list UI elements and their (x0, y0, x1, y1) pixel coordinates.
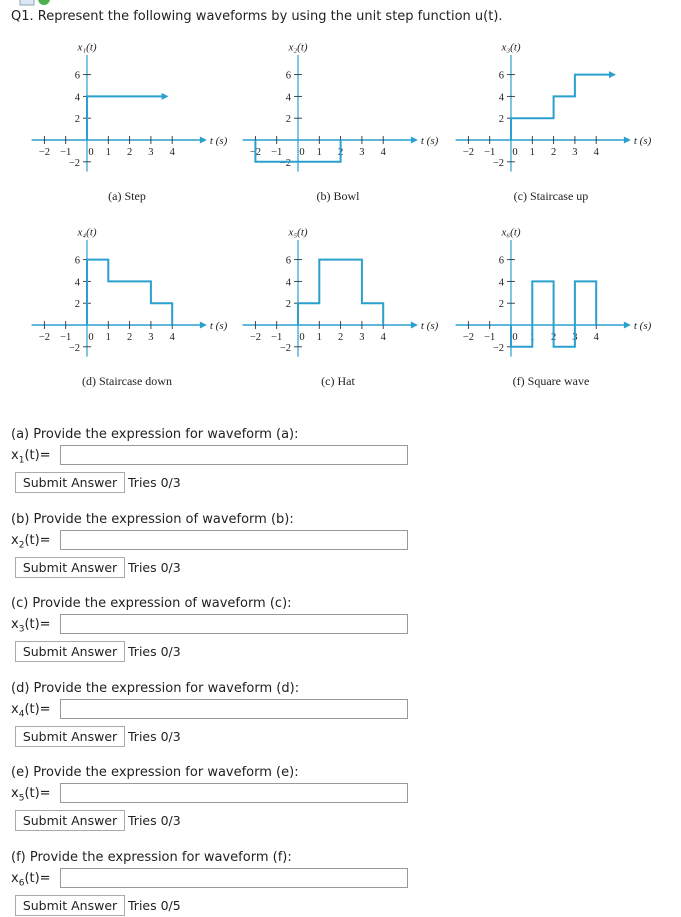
waveform-arrow (162, 93, 169, 100)
x-axis-arrow (624, 137, 631, 144)
answer-input-a[interactable] (60, 445, 408, 465)
tries-d: Tries 0/3 (128, 729, 181, 744)
x-axis-label: t (s) (420, 320, 439, 332)
x-axis-label: t (s) (420, 135, 439, 147)
x-tick-label: −2 (38, 147, 50, 158)
y-tick-label: −2 (492, 342, 504, 354)
y-tick-label: 2 (285, 299, 291, 311)
x-tick-label: 3 (572, 147, 578, 158)
y-tick-label: 4 (498, 277, 504, 289)
waveform-panel (243, 227, 439, 388)
x-axis-arrow (200, 322, 207, 329)
x-tick-label: 0 (88, 147, 94, 158)
y-axis-label: x₅(t) (288, 226, 308, 239)
panel-caption: (d) Staircase down (82, 374, 172, 388)
x-axis-arrow (411, 137, 418, 144)
x-tick-label: 4 (593, 147, 599, 158)
answer-block-c (11, 595, 431, 663)
y-axis-label: x₃(t) (501, 41, 521, 54)
y-axis-label: x₄(t) (77, 226, 97, 239)
x-tick-label: 2 (337, 147, 344, 158)
x-axis-label: t (s) (209, 135, 228, 147)
answer-block-e (11, 764, 431, 832)
y-axis-label: x₁(t) (77, 41, 97, 54)
x-tick-label: −1 (271, 332, 283, 343)
y-tick-label: −2 (492, 157, 504, 169)
y-tick-label: −2 (68, 157, 80, 169)
x-tick-label: 3 (359, 147, 365, 158)
waveform-arrow (609, 71, 616, 78)
prompt-e: (e) Provide the expression for waveform (e): (11, 765, 299, 780)
y-axis-label: x₂(t) (288, 41, 308, 54)
x-tick-label: −1 (484, 332, 496, 343)
answer-input-c[interactable] (60, 614, 408, 634)
prompt-d: (d) Provide the expression for waveform (d): (11, 681, 300, 696)
x-tick-label: 1 (316, 147, 322, 158)
waveform-line (87, 260, 172, 325)
x-tick-label: 2 (550, 147, 557, 158)
x-tick-label: 0 (88, 332, 94, 343)
x-tick-label: 0 (512, 332, 518, 343)
x-tick-label: 1 (316, 332, 322, 343)
y-tick-label: −2 (279, 342, 291, 354)
waveform-line (298, 260, 383, 325)
submit-button-d[interactable]: Submit Answer (15, 726, 125, 747)
waveform-panel (456, 42, 652, 203)
y-tick-label: 2 (498, 114, 504, 126)
y-tick-label: 4 (285, 92, 291, 104)
x-tick-label: 4 (169, 332, 175, 343)
x-tick-label: 0 (512, 147, 518, 158)
question-title: Q1. Represent the following waveforms by using the unit step function u(t). (11, 9, 503, 24)
x-tick-label: 2 (550, 332, 557, 343)
y-tick-label: 4 (285, 277, 291, 289)
x-tick-label: −2 (249, 332, 261, 343)
x-tick-label: 2 (337, 332, 344, 343)
tries-a: Tries 0/3 (128, 475, 181, 490)
tries-e: Tries 0/3 (128, 813, 181, 828)
panel-caption: (a) Step (108, 189, 146, 203)
y-tick-label: 4 (74, 92, 80, 104)
y-tick-label: 6 (74, 70, 80, 82)
x-tick-label: −1 (484, 147, 496, 158)
answer-input-e[interactable] (60, 783, 408, 803)
x-axis-arrow (200, 137, 207, 144)
tries-f: Tries 0/5 (128, 898, 181, 913)
submit-button-f[interactable]: Submit Answer (15, 895, 125, 916)
x-tick-label: −2 (462, 332, 474, 343)
y-tick-label: 6 (285, 255, 291, 267)
label-c: $x_3(t)=$ (11, 617, 51, 635)
waveform-panel (243, 42, 439, 203)
waveform-figure (0, 0, 681, 410)
x-axis-arrow (624, 322, 631, 329)
submit-button-a[interactable]: Submit Answer (15, 472, 125, 493)
y-tick-label: 6 (498, 70, 504, 82)
y-tick-label: −2 (68, 342, 80, 354)
panel-caption: (f) Square wave (512, 374, 590, 388)
waveform-panel (32, 42, 228, 203)
y-tick-label: 2 (498, 299, 504, 311)
prompt-f: (f) Provide the expression for waveform (f): (11, 850, 292, 865)
tries-c: Tries 0/3 (128, 644, 181, 659)
panel-caption: (b) Bowl (316, 189, 360, 203)
x-tick-label: 1 (105, 332, 111, 343)
answer-input-b[interactable] (60, 530, 408, 550)
waveform-line (87, 96, 162, 140)
label-b: $x_2(t)=$ (11, 533, 51, 551)
x-tick-label: −2 (249, 147, 261, 158)
panel-caption: (c) Hat (321, 374, 355, 388)
x-tick-label: 4 (380, 147, 386, 158)
x-axis-label: t (s) (633, 135, 652, 147)
y-tick-label: 6 (74, 255, 80, 267)
label-a: $x_1(t)=$ (11, 448, 51, 466)
x-tick-label: 1 (529, 332, 535, 343)
y-tick-label: 6 (498, 255, 504, 267)
prompt-b: (b) Provide the expression of waveform (b): (11, 512, 294, 527)
label-f: $x_6(t)=$ (11, 871, 51, 889)
y-axis-label: x₆(t) (501, 226, 521, 239)
answer-block-b (11, 511, 431, 579)
x-tick-label: 1 (105, 147, 111, 158)
x-axis-arrow (411, 322, 418, 329)
x-tick-label: 2 (126, 147, 133, 158)
x-tick-label: 3 (148, 332, 154, 343)
label-e: $x_5(t)=$ (11, 786, 51, 804)
prompt-c: (c) Provide the expression of waveform (c): (11, 596, 292, 611)
submit-button-b[interactable]: Submit Answer (15, 557, 125, 578)
tries-b: Tries 0/3 (128, 560, 181, 575)
y-tick-label: 2 (285, 114, 291, 126)
panel-caption: (c) Staircase up (513, 189, 589, 203)
waveform-panel (456, 227, 652, 388)
x-tick-label: 0 (299, 147, 305, 158)
x-tick-label: −2 (462, 147, 474, 158)
waveform-line (511, 281, 596, 346)
waveform-line (511, 75, 609, 140)
answer-input-f[interactable] (60, 868, 408, 888)
y-tick-label: 2 (74, 299, 80, 311)
x-tick-label: 3 (359, 332, 365, 343)
x-tick-label: 0 (299, 332, 305, 343)
x-tick-label: 4 (380, 332, 386, 343)
y-tick-label: 6 (285, 70, 291, 82)
y-tick-label: 4 (498, 92, 504, 104)
answer-block-a (11, 426, 431, 494)
x-tick-label: −1 (271, 147, 283, 158)
submit-button-e[interactable]: Submit Answer (15, 810, 125, 831)
prompt-a: (a) Provide the expression for waveform (a): (11, 427, 299, 442)
label-d: $x_4(t)=$ (11, 702, 51, 720)
submit-button-c[interactable]: Submit Answer (15, 641, 125, 662)
waveform-panel (32, 227, 228, 388)
y-tick-label: 4 (74, 277, 80, 289)
x-tick-label: 3 (148, 147, 154, 158)
x-tick-label: 2 (126, 332, 133, 343)
x-axis-label: t (s) (633, 320, 652, 332)
answer-block-f (11, 849, 431, 917)
answer-input-d[interactable] (60, 699, 408, 719)
x-tick-label: −1 (60, 147, 72, 158)
x-tick-label: −2 (38, 332, 50, 343)
y-tick-label: 2 (74, 114, 80, 126)
x-axis-label: t (s) (209, 320, 228, 332)
y-tick-label: −2 (279, 157, 291, 169)
x-tick-label: 4 (169, 147, 175, 158)
x-tick-label: −1 (60, 332, 72, 343)
x-tick-label: 3 (572, 332, 578, 343)
x-tick-label: 4 (593, 332, 599, 343)
answer-block-d (11, 680, 431, 748)
x-tick-label: 1 (529, 147, 535, 158)
